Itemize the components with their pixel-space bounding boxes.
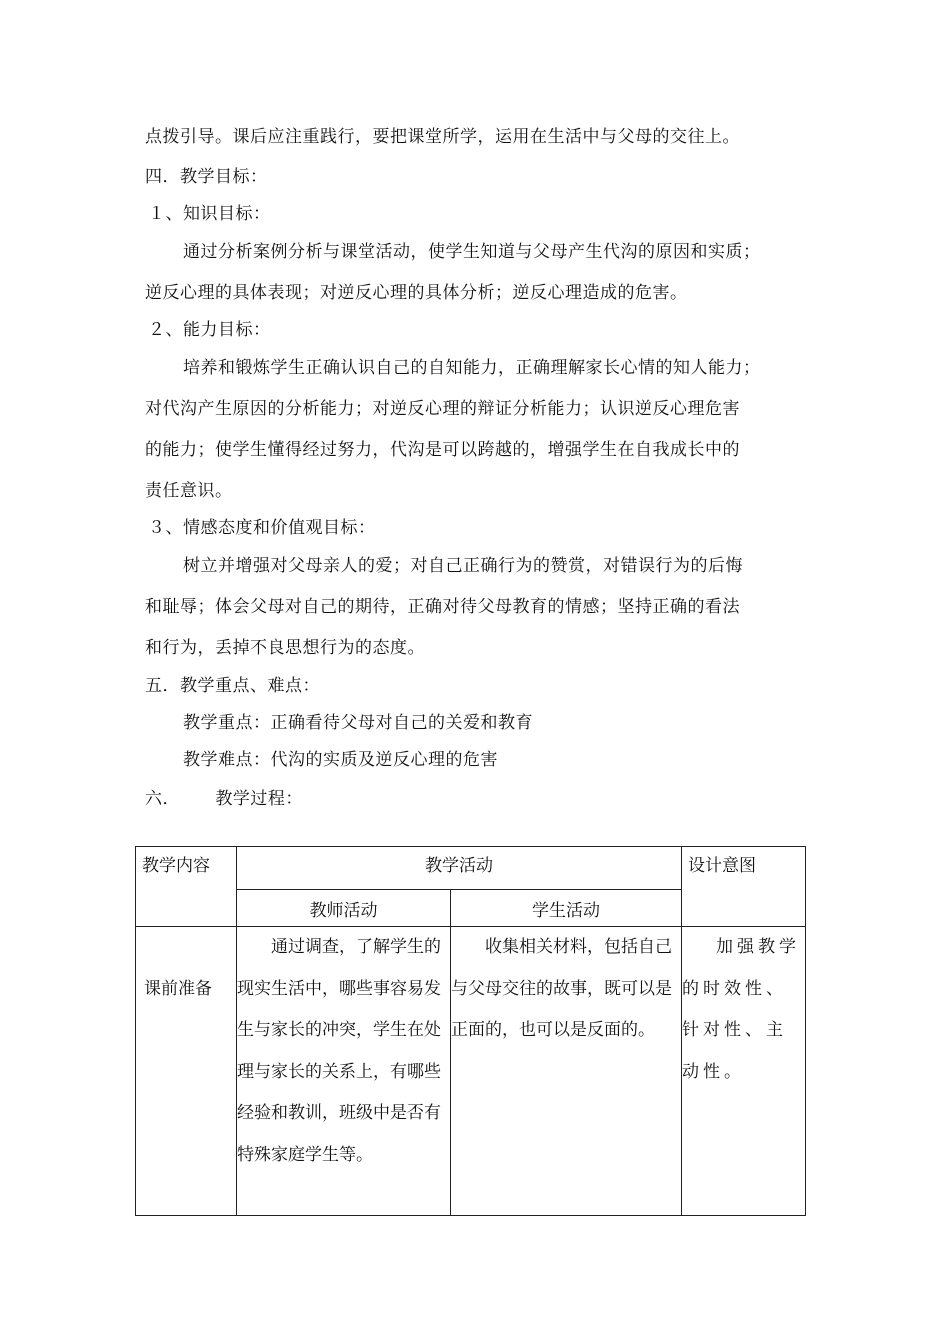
header-design-label: 设计意图 bbox=[688, 856, 756, 876]
student-activity-cell bbox=[451, 927, 682, 1216]
student-activity-text: 收集相关材料，包括自己与父母交往的故事，既可以是正面的，也可以是反面的。 bbox=[451, 937, 672, 1041]
header-design bbox=[682, 847, 806, 927]
paragraph-line: 逆反心理的具体表现；对逆反心理的具体分析；逆反心理造成的危害。 bbox=[145, 283, 688, 303]
paragraph-line: 通过分析案例分析与课堂活动，使学生知道与父母产生代沟的原因和实质； bbox=[183, 242, 761, 262]
header-activity bbox=[237, 847, 682, 890]
header-teacher-label: 教师活动 bbox=[309, 901, 378, 921]
design-intent-cell bbox=[682, 927, 806, 1216]
header-activity-label: 教学活动 bbox=[425, 856, 493, 876]
paragraph-line: 培养和锻炼学生正确认识自己的自知能力，正确理解家长心情的知人能力； bbox=[183, 358, 761, 378]
section-heading-objectives: 四．教学目标： bbox=[145, 167, 268, 187]
teaching-process-table bbox=[135, 846, 806, 1216]
header-student bbox=[451, 890, 682, 927]
paragraph-line: 树立并增强对父母亲人的爱；对自己正确行为的赞赏，对错误行为的后悔 bbox=[183, 556, 743, 576]
header-content-label: 教学内容 bbox=[142, 856, 210, 876]
paragraph-line: 点拨引导。课后应注重践行，要把课堂所学，运用在生活中与父母的交往上。 bbox=[145, 127, 740, 147]
paragraph-line: 和行为，丢掉不良思想行为的态度。 bbox=[145, 638, 425, 658]
row-content-cell bbox=[136, 927, 237, 1216]
teacher-activity-text: 通过调查，了解学生的现实生活中，哪些事容易发生与家长的冲突，学生在处理与家长的关系上，有哪些经验和教训，班级中是否有特殊家庭学生等。 bbox=[237, 937, 441, 1165]
table-row bbox=[136, 927, 806, 1216]
section-heading-process: 六． 教学过程： bbox=[145, 789, 303, 809]
paragraph-line: 对代沟产生原因的分析能力；对逆反心理的辩证分析能力；认识逆反心理危害 bbox=[145, 399, 740, 419]
paragraph-line: 的能力；使学生懂得经过努力，代沟是可以跨越的，增强学生在自我成长中的 bbox=[145, 440, 740, 460]
header-content bbox=[136, 847, 237, 927]
header-teacher bbox=[237, 890, 451, 927]
key-point-line: 教学重点：正确看待父母对自己的关爱和教育 bbox=[183, 713, 533, 733]
teacher-activity-cell bbox=[237, 927, 451, 1216]
row-content-label: 课前准备 bbox=[144, 978, 212, 999]
subheading-emotion: ３、情感态度和价值观目标： bbox=[148, 518, 376, 538]
design-intent-text: 加强教学的时效性、针对性、主动性。 bbox=[682, 937, 800, 1082]
header-student-label: 学生活动 bbox=[532, 901, 600, 921]
section-heading-key-points: 五．教学重点、难点： bbox=[145, 676, 320, 696]
subheading-knowledge: １、知识目标： bbox=[148, 204, 271, 224]
subheading-ability: ２、能力目标： bbox=[148, 320, 271, 340]
paragraph-line: 和耻辱；体会父母对自己的期待，正确对待父母教育的情感；坚持正确的看法 bbox=[145, 597, 740, 617]
difficulty-line: 教学难点：代沟的实质及逆反心理的危害 bbox=[183, 750, 498, 770]
paragraph-line: 责任意识。 bbox=[145, 481, 233, 501]
